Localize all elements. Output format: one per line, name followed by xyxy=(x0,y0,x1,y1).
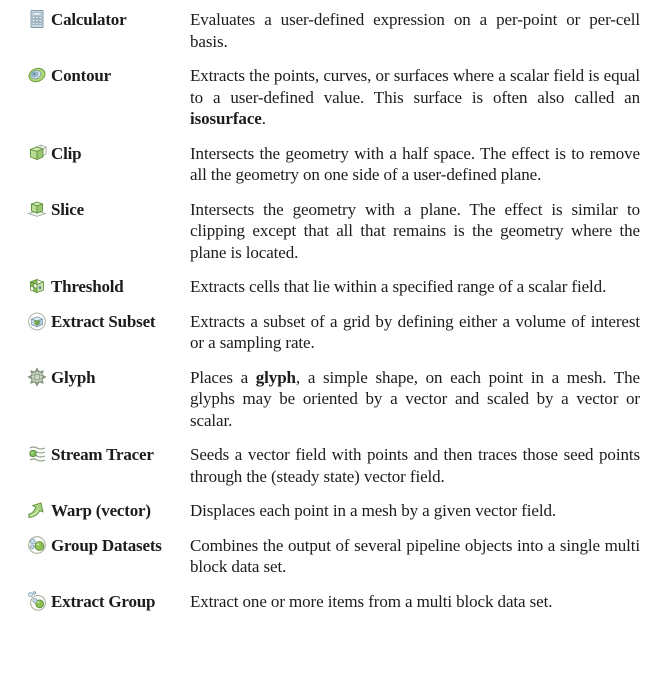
filter-name: Threshold xyxy=(51,277,124,296)
filter-name: Calculator xyxy=(51,10,127,29)
calculator-icon xyxy=(27,9,48,30)
extract-group-icon xyxy=(27,591,48,612)
filter-label-cell xyxy=(27,444,190,466)
filter-name: Extract Group xyxy=(51,591,156,611)
filter-row xyxy=(27,65,640,130)
filter-label-cell xyxy=(27,199,190,221)
filter-label-cell xyxy=(27,591,190,613)
filter-label-cell xyxy=(27,535,190,557)
filter-label-cell xyxy=(27,276,190,298)
clip-icon xyxy=(27,143,48,164)
filter-description: Combines the output of several pipeline objects into a single multi block data set. xyxy=(190,535,640,576)
filter-description: Displaces each point in a mesh by a given vector field. xyxy=(190,501,557,520)
filter-row xyxy=(27,199,640,264)
filter-description: Evaluates a user-defined expression on a per-point or per-cell basis. xyxy=(190,10,640,51)
glyph-icon xyxy=(27,367,48,388)
filter-row xyxy=(27,500,640,522)
filter-name: Glyph xyxy=(51,367,96,387)
slice-icon xyxy=(27,199,48,220)
filter-name: Slice xyxy=(51,199,84,219)
contour-icon xyxy=(27,65,48,86)
extract-subset-icon xyxy=(27,311,48,332)
filter-description: Intersects the geometry with a plane. The effect is similar to clipping except that all that remains is the geometry where the plane is located. xyxy=(190,199,640,262)
filter-name: Extract Subset xyxy=(51,311,156,331)
filter-name: Warp (vector) xyxy=(51,501,151,520)
filter-description: Extract one or more items from a multi block data set. xyxy=(190,591,553,611)
filter-description: Extracts the points, curves, or surfaces where a scalar field is equal to a user-defined value. This surface is often also called an isosurface. xyxy=(190,66,640,128)
warp-vector-icon xyxy=(27,500,48,521)
stream-tracer-icon xyxy=(27,444,48,465)
group-datasets-icon xyxy=(27,535,48,556)
filter-row xyxy=(27,9,640,52)
filter-label-cell xyxy=(27,311,190,333)
filter-description: Places a glyph, a simple shape, on each point in a mesh. The glyphs may be oriented by a vector and scaled by a vector or scalar. xyxy=(190,367,641,430)
filter-description: Extracts cells that lie within a specified range of a scalar field. xyxy=(190,277,607,296)
filter-label-cell xyxy=(27,367,190,389)
filter-name: Group Datasets xyxy=(51,535,162,555)
filter-label-cell xyxy=(27,65,190,87)
filter-name: Contour xyxy=(51,66,111,85)
filter-row xyxy=(27,311,640,354)
filter-row xyxy=(27,591,640,613)
filter-label-cell xyxy=(27,500,190,522)
filter-label-cell xyxy=(27,9,190,31)
filter-row xyxy=(27,444,640,487)
filter-description: Extracts a subset of a grid by defining either a volume of interest or a sampling rate. xyxy=(190,311,640,352)
filter-row xyxy=(27,143,640,186)
threshold-icon xyxy=(27,276,48,297)
filter-label-cell xyxy=(27,143,190,165)
filter-row xyxy=(27,367,640,432)
filter-description: Seeds a vector field with points and then traces those seed points through the (steady state) vector field. xyxy=(190,445,640,486)
filter-row xyxy=(27,276,640,298)
filter-name: Stream Tracer xyxy=(51,445,154,464)
filter-row xyxy=(27,535,640,578)
filter-name: Clip xyxy=(51,143,82,163)
filter-description: Intersects the geometry with a half space. The effect is to remove all the geometry on one side of a user-defined plane. xyxy=(190,143,640,184)
